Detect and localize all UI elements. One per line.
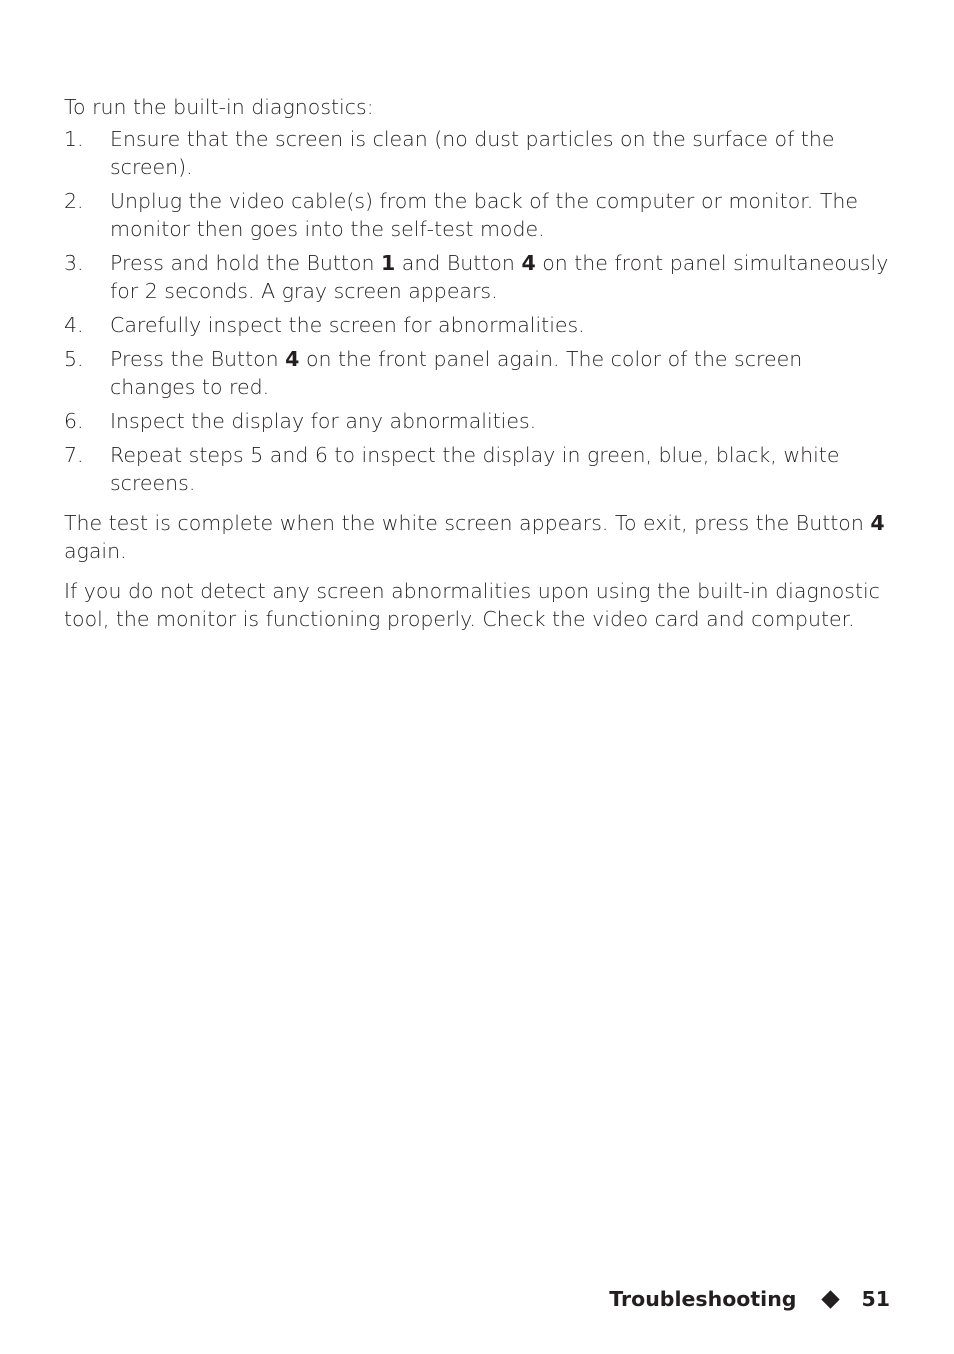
list-item [64,311,894,339]
step-number: 5. [64,347,84,371]
list-item [64,407,894,435]
step-number: 2. [64,189,84,213]
button-number: 4 [870,511,885,535]
page-footer [609,1287,890,1311]
step-text: Inspect the display for any abnormalities. [110,409,537,433]
closing-paragraph: If you do not detect any screen abnormalities upon using the built-in diagnostic tool, the monitor is functioning properly. Check the video card and computer. [64,579,880,631]
step-number: 7. [64,443,84,467]
step-text-part: on the front panel simultaneously for 2 seconds. A gray screen appears. [110,251,889,303]
step-text: Repeat steps 5 and 6 to inspect the display in green, blue, black, white screens. [110,443,840,495]
diagnostic-steps-list [64,125,894,497]
step-text: Ensure that the screen is clean (no dust particles on the surface of the screen). [110,127,835,179]
section-title: Troubleshooting [609,1287,797,1311]
step-number: 6. [64,409,84,433]
test-complete-paragraph [64,509,894,565]
step-number: 1. [64,127,84,151]
step-number: 3. [64,251,84,275]
step-text [110,347,802,399]
page-number: 51 [861,1287,890,1311]
diamond-icon [822,1290,840,1308]
step-text-part: on the front panel again. The color of the screen changes to red. [110,347,803,399]
step-text [110,251,888,303]
paragraph-text-part: The test is complete when the white screen appears. To exit, press the Button [64,511,871,535]
list-item [64,345,894,401]
step-text-part: Press the Button [110,347,286,371]
page-content [64,93,894,645]
list-item [64,187,894,243]
step-text: Unplug the video cable(s) from the back of the computer or monitor. The monitor then goes into the self-test mode. [110,189,858,241]
step-text: Carefully inspect the screen for abnormalities. [110,313,585,337]
step-text-part: Press and hold the Button [110,251,382,275]
button-number: 4 [285,347,300,371]
paragraph-text-part: again. [64,539,127,563]
step-number: 4. [64,313,84,337]
list-item [64,441,894,497]
button-number: 4 [521,251,536,275]
step-text-part: and Button [395,251,522,275]
list-item [64,125,894,181]
list-item [64,249,894,305]
button-number: 1 [381,251,396,275]
intro-text: To run the built-in diagnostics: [64,95,374,119]
